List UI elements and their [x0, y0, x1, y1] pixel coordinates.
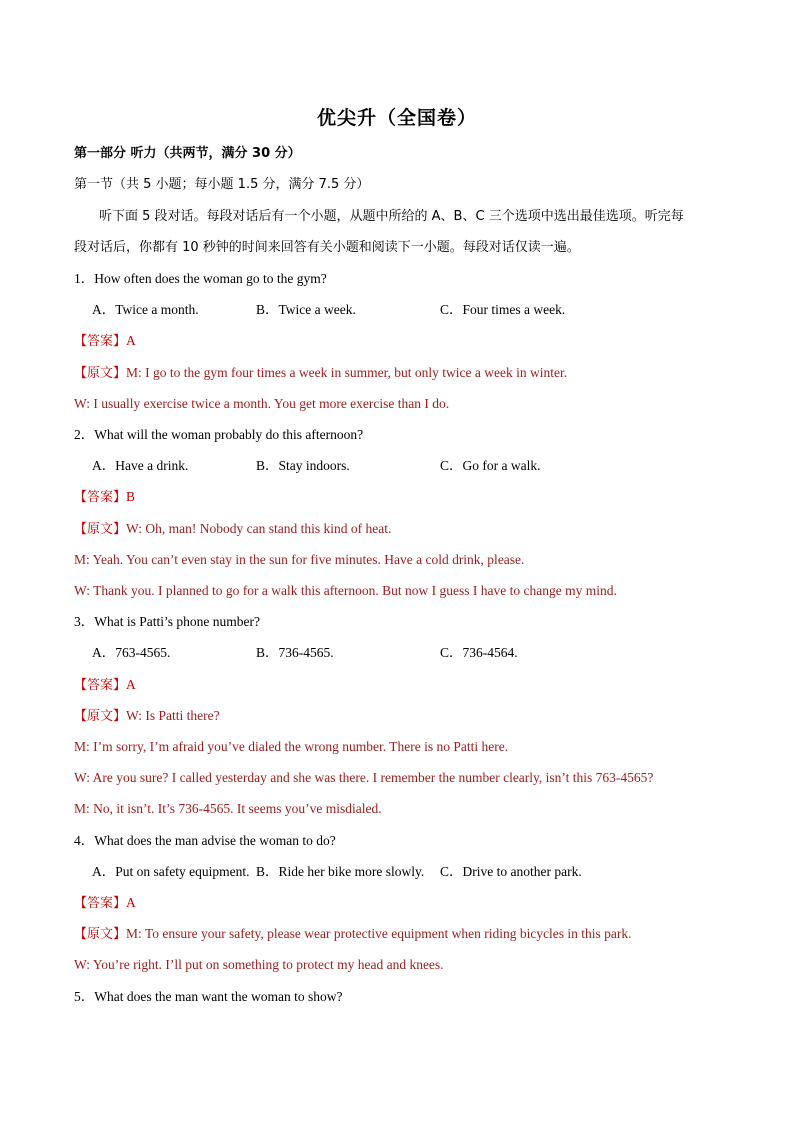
question-4-option-a: A．Put on safety equipment. — [92, 864, 250, 879]
question-1-script-2: W: I usually exercise twice a month. You get more exercise than I do. — [74, 396, 450, 411]
script-line: W: Oh, man! Nobody can stand this kind of heat. — [126, 521, 392, 536]
question-1-option-b: B．Twice a week. — [256, 302, 356, 317]
question-3-answer — [74, 676, 136, 695]
question-1-script-1 — [74, 364, 567, 383]
part-heading: 第一部分 听力（共两节，满分 30 分） — [74, 146, 301, 161]
question-1-answer — [74, 332, 136, 351]
question-2-script-3: W: Thank you. I planned to go for a walk this afternoon. But now I guess I have to change my mind. — [74, 583, 617, 598]
answer-value: B — [126, 489, 136, 504]
question-2-script-2: M: Yeah. You can’t even stay in the sun for five minutes. Have a cold drink, please. — [74, 552, 525, 567]
instructions-line-2: 段对话后，你都有 10 秒钟的时间来回答有关小题和阅读下一小题。每段对话仅读一遍。 — [74, 240, 580, 255]
question-3: 3．What is Patti’s phone number? — [74, 614, 260, 629]
script-label: 【原文】 — [74, 709, 127, 724]
answer-value: A — [126, 677, 136, 692]
question-3-option-b: B．736-4565. — [256, 645, 334, 660]
question-2: 2．What will the woman probably do this afternoon? — [74, 427, 364, 442]
question-4-script-2: W: You’re right. I’ll put on something to protect my head and knees. — [74, 957, 444, 972]
question-3-script-4: M: No, it isn’t. It’s 736-4565. It seems you’ve misdialed. — [74, 801, 382, 816]
script-line: W: Is Patti there? — [126, 708, 220, 723]
question-3-option-c: C．736-4564. — [440, 645, 518, 660]
question-4-script-1 — [74, 925, 632, 944]
question-1-option-c: C．Four times a week. — [440, 302, 566, 317]
question-2-answer — [74, 488, 135, 507]
instructions-line-1: 听下面 5 段对话。每段对话后有一个小题，从题中所给的 A、B、C 三个选项中选出最佳选项。听完每 — [99, 209, 684, 224]
script-label: 【原文】 — [74, 522, 127, 537]
answer-label: 【答案】 — [74, 334, 127, 349]
question-2-option-b: B．Stay indoors. — [256, 458, 350, 473]
section-heading: 第一节（共 5 小题；每小题 1.5 分，满分 7.5 分） — [74, 177, 370, 192]
answer-value: A — [126, 895, 136, 910]
question-3-option-a: A．763-4565. — [92, 645, 171, 660]
answer-label: 【答案】 — [74, 896, 127, 911]
question-2-option-a: A．Have a drink. — [92, 458, 189, 473]
question-3-script-1 — [74, 707, 220, 726]
question-1: 1．How often does the woman go to the gym? — [74, 271, 327, 286]
question-5: 5．What does the man want the woman to show? — [74, 989, 343, 1004]
question-3-script-2: M: I’m sorry, I’m afraid you’ve dialed the wrong number. There is no Patti here. — [74, 739, 509, 754]
answer-value: A — [126, 333, 136, 348]
question-1-option-a: A．Twice a month. — [92, 302, 199, 317]
question-4-answer — [74, 894, 136, 913]
question-4: 4．What does the man advise the woman to do? — [74, 833, 336, 848]
answer-label: 【答案】 — [74, 678, 127, 693]
script-label: 【原文】 — [74, 927, 127, 942]
answer-label: 【答案】 — [74, 490, 127, 505]
script-label: 【原文】 — [74, 366, 127, 381]
question-4-option-c: C．Drive to another park. — [440, 864, 582, 879]
question-4-option-b: B．Ride her bike more slowly. — [256, 864, 425, 879]
question-3-script-3: W: Are you sure? I called yesterday and she was there. I remember the number clearly, isn’t this 763-4565? — [74, 770, 654, 785]
question-2-script-1 — [74, 520, 391, 539]
script-line: M: I go to the gym four times a week in summer, but only twice a week in winter. — [126, 365, 568, 380]
page-title: 优尖升（全国卷） — [316, 107, 477, 129]
question-2-option-c: C．Go for a walk. — [440, 458, 541, 473]
script-line: M: To ensure your safety, please wear protective equipment when riding bicycles in this park. — [126, 926, 632, 941]
